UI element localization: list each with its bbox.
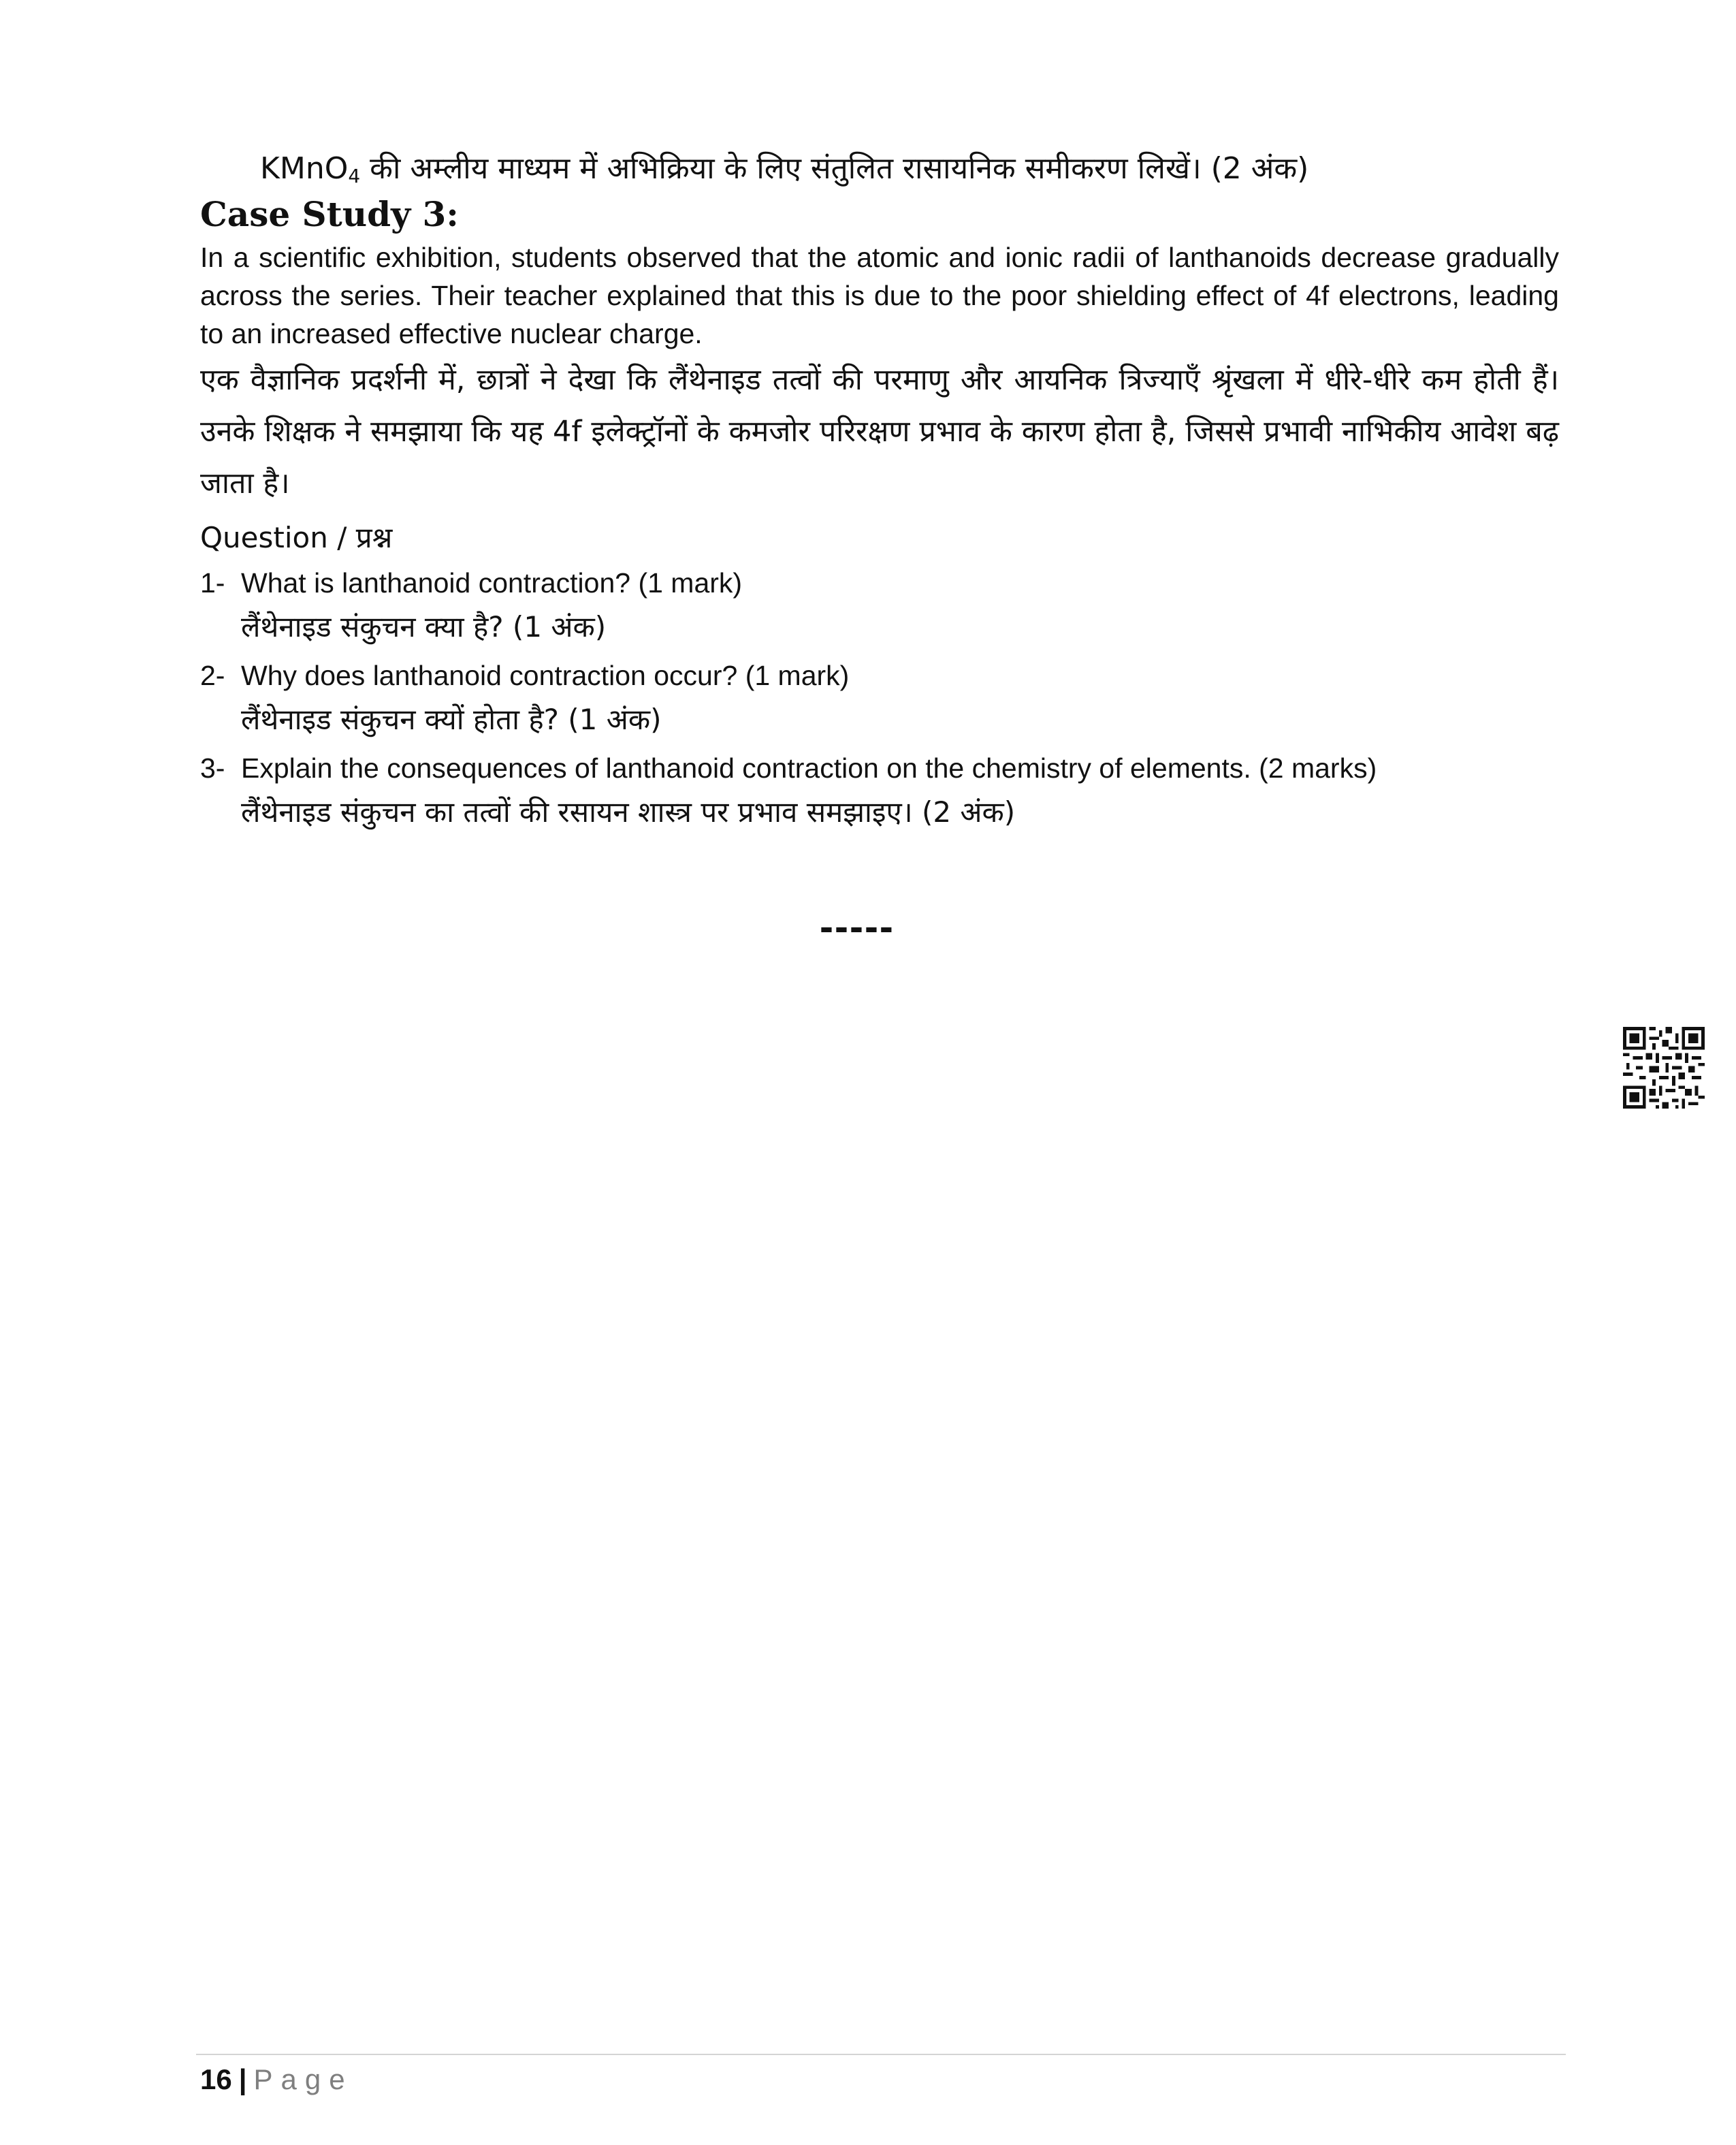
qr-code-icon xyxy=(1623,1027,1705,1109)
question-en xyxy=(200,654,1559,697)
question-en xyxy=(200,746,1559,790)
case-study-paragraph-hi: एक वैज्ञानिक प्रदर्शनी में, छात्रों ने देखा कि लैंथेनाइड तत्वों की परमाणु और आयनिक त्रिज्याएँ श्रृंखला में धीरे-धीरे कम होती हैं। उनके शिक्षक ने समझाया कि यह 4f इलेक्ट्रॉनों के कमजोर परिरक्षण प्रभाव के कारण होता है, जिससे प्रभावी नाभिकीय आवेश बढ़ जाता है। xyxy=(200,363,1559,500)
question-text-en: Explain the consequences of lanthanoid contraction on the chemistry of elements. (2 marks) xyxy=(241,752,1377,784)
previous-question-text: की अम्लीय माध्यम में अभिक्रिया के लिए संतुलित रासायनिक समीकरण लिखें। (2 अंक) xyxy=(360,151,1309,186)
question-number: 2- xyxy=(200,660,225,691)
formula-prefix: KMnO xyxy=(260,151,349,186)
page-number: 16 xyxy=(200,2063,232,2095)
case-study-title: Case Study 3: xyxy=(200,194,459,234)
case-study-paragraph-en: In a scientific exhibition, students observed that the atomic and ionic radii of lanthanoids decrease gradually across the series. Their teacher explained that this is due to the poor shielding effect of 4f electrons, leading to an increased effective nuclear charge. xyxy=(200,242,1559,349)
question-item xyxy=(200,746,1559,835)
page-content xyxy=(200,136,1559,839)
question-item xyxy=(200,654,1559,742)
question-en xyxy=(200,561,1559,605)
question-text-hi: लैंथेनाइड संकुचन का तत्वों की रसायन शास्त्र पर प्रभाव समझाइए। (2 अंक) xyxy=(241,795,1016,829)
question-item xyxy=(200,561,1559,650)
question-list xyxy=(200,561,1559,835)
page-label: Page xyxy=(253,2063,353,2095)
end-of-section-marker: ----- xyxy=(820,904,895,949)
question-text-hi: लैंथेनाइड संकुचन क्यों होता है? (1 अंक) xyxy=(241,703,662,736)
footer-divider xyxy=(196,2054,1566,2055)
question-text-en: Why does lanthanoid contraction occur? (1 mark) xyxy=(241,660,850,691)
footer-separator: | xyxy=(238,2063,247,2095)
question-text-hi: लैंथेनाइड संकुचन क्या है? (1 अंक) xyxy=(241,610,607,644)
questions-heading: Question / प्रश्न xyxy=(200,521,393,554)
previous-question xyxy=(200,147,1559,191)
question-text-en: What is lanthanoid contraction? (1 mark) xyxy=(241,567,743,599)
page-footer xyxy=(200,2059,353,2100)
question-number: 3- xyxy=(200,752,225,784)
formula-subscript: 4 xyxy=(348,165,361,187)
question-number: 1- xyxy=(200,567,225,599)
